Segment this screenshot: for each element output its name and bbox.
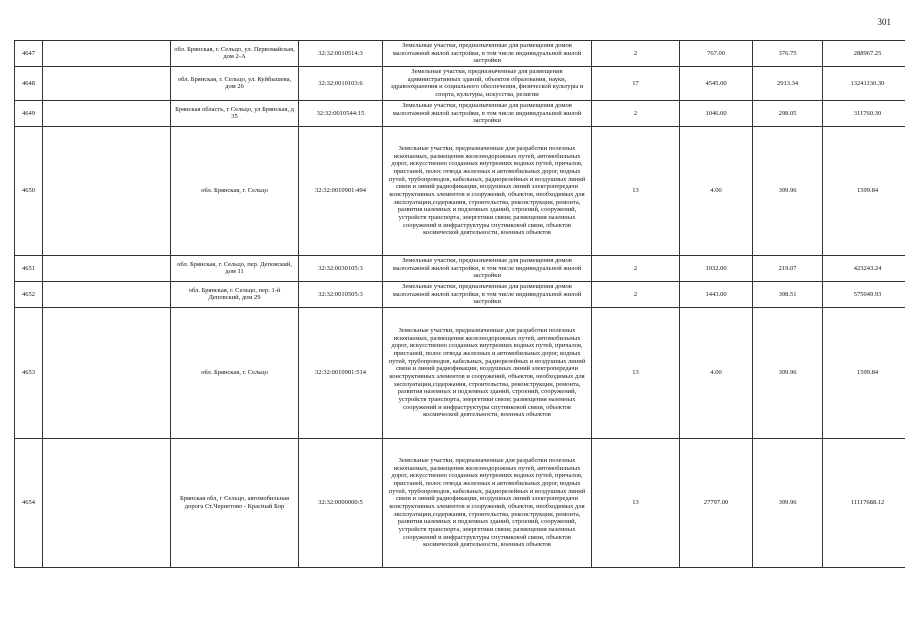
land-use-description-cell: Земельные участки, предназначенные для размещения домов малоэтажной жилой застройки, в том числе индивидуальной жилой застройки — [383, 255, 592, 281]
category-code-cell: 13 — [592, 307, 680, 438]
page-number: 301 — [877, 17, 891, 27]
land-use-description-cell: Земельные участки, предназначенные для размещения домов малоэтажной жилой застройки, в том числе индивидуальной жилой застройки — [383, 41, 592, 67]
address-cell: Брянская область, г Сельцо, ул Брянская, д 35 — [171, 100, 299, 126]
row-number: 4652 — [15, 281, 43, 307]
unit-price-cell: 399.96 — [753, 438, 823, 567]
cadastral-value-cell: 575049.93 — [823, 281, 905, 307]
category-code-cell: 2 — [592, 255, 680, 281]
cadastral-number-cell: 32:32:0010901:514 — [299, 307, 383, 438]
address-cell: обл. Брянская, г. Сельцо, пер. 1-й Деповский, дом 29 — [171, 281, 299, 307]
row-number: 4647 — [15, 41, 43, 67]
land-use-description-cell: Земельные участки, предназначенные для разработки полезных ископаемых, размещения железнодорожных путей, автомобильных дорог, искусственно созданных внутренних водных путей, причалов, пристаней, полос отвода железных и автомобильных дорог, водных путей, трубопроводов, кабельных, радиорелейных и воздушных линий связи и линий радиофикации, воздушных линий электропередачи конструктивных элементов и сооружений, объектов, необходимых для эксплуатации,содержания, строительства, реконструкции, ремонта, развития наземных и подземных зданий, строений, сооружений, устройств транспорта, энергетики связи; размещения наземных сооружений и инфраструктуры спутниковой связи, объектов космической деятельности, военных объектов — [383, 438, 592, 567]
cadastral-value-cell: 423243.24 — [823, 255, 905, 281]
category-code-cell: 13 — [592, 438, 680, 567]
empty-cell — [43, 255, 171, 281]
unit-price-cell: 219.07 — [753, 255, 823, 281]
table-row — [15, 307, 905, 438]
table-row — [15, 281, 905, 307]
unit-price-cell: 399.96 — [753, 126, 823, 255]
cadastral-value-cell: 311760.30 — [823, 100, 905, 126]
empty-cell — [43, 281, 171, 307]
unit-price-cell: 2913.34 — [753, 66, 823, 100]
address-cell: обл. Брянская, г. Сельцо, пер. Деповский, дом 11 — [171, 255, 299, 281]
category-code-cell: 2 — [592, 281, 680, 307]
cadastral-value-cell: 288967.25 — [823, 41, 905, 67]
cadastral-number-cell: 32:32:0010505:3 — [299, 281, 383, 307]
cadastral-number-cell: 32:32:0010514:3 — [299, 41, 383, 67]
cadastral-value-cell: 11117688.12 — [823, 438, 905, 567]
unit-price-cell: 298.05 — [753, 100, 823, 126]
cadastral-number-cell: 32:32:0030105:3 — [299, 255, 383, 281]
table-row — [15, 438, 905, 567]
area-cell: 27797.00 — [680, 438, 753, 567]
land-use-description-cell: Земельные участки, предназначенные для разработки полезных ископаемых, размещения железнодорожных путей, автомобильных дорог, искусственно созданных внутренних водных путей, причалов, пристаней, полос отвода железных и автомобильных дорог, водных путей, трубопроводов, кабельных, радиорелейных и воздушных линий связи и линий радиофикации, воздушных линий электропередачи конструктивных элементов и сооружений, объектов, необходимых для эксплуатации,содержания, строительства, реконструкции, ремонта, развития наземных и подземных зданий, строений, сооружений, устройств транспорта, энергетики связи; размещения наземных сооружений и инфраструктуры спутниковой связи, объектов космической деятельности, военных объектов — [383, 126, 592, 255]
area-cell: 4.00 — [680, 126, 753, 255]
land-use-description-cell: Земельные участки, предназначенные для размещения домов малоэтажной жилой застройки, в том числе индивидуальной жилой застройки — [383, 281, 592, 307]
category-code-cell: 17 — [592, 66, 680, 100]
cadastral-value-table — [14, 40, 905, 568]
cadastral-value-cell: 1599.84 — [823, 126, 905, 255]
cadastral-number-cell: 32:32:0010103:6 — [299, 66, 383, 100]
cadastral-value-cell: 13241130.30 — [823, 66, 905, 100]
area-cell: 1932.00 — [680, 255, 753, 281]
row-number: 4651 — [15, 255, 43, 281]
address-cell: обл. Брянская, г. Сельцо, ул. Первомайская, дом 2-А — [171, 41, 299, 67]
row-number: 4654 — [15, 438, 43, 567]
address-cell: обл. Брянская, г. Сельцо, ул. Куйбышева, дом 26 — [171, 66, 299, 100]
cadastral-number-cell: 32:32:0000000:5 — [299, 438, 383, 567]
table-row — [15, 126, 905, 255]
area-cell: 1443.00 — [680, 281, 753, 307]
land-use-description-cell: Земельные участки, предназначенные для размещения административных зданий, объектов образования, науки, здравоохранения и социального обеспечения, физической культуры и спорта, культуры, искусства, религии — [383, 66, 592, 100]
cadastral-number-cell: 32:32:0010544:15 — [299, 100, 383, 126]
area-cell: 4545.00 — [680, 66, 753, 100]
address-cell: обл. Брянская, г. Сельцо — [171, 126, 299, 255]
address-cell: обл. Брянская, г. Сельцо — [171, 307, 299, 438]
category-code-cell: 2 — [592, 41, 680, 67]
table-row — [15, 66, 905, 100]
unit-price-cell: 376.75 — [753, 41, 823, 67]
address-cell: Брянская обл, г Сельцо, автомобильная дорога Ст.Чернетово - Красный Бор — [171, 438, 299, 567]
empty-cell — [43, 307, 171, 438]
area-cell: 1046.00 — [680, 100, 753, 126]
cadastral-number-cell: 32:32:0010901:494 — [299, 126, 383, 255]
unit-price-cell: 399.96 — [753, 307, 823, 438]
land-use-description-cell: Земельные участки, предназначенные для размещения домов малоэтажной жилой застройки, в том числе индивидуальной жилой застройки — [383, 100, 592, 126]
area-cell: 767.00 — [680, 41, 753, 67]
row-number: 4653 — [15, 307, 43, 438]
row-number: 4650 — [15, 126, 43, 255]
table-row — [15, 255, 905, 281]
category-code-cell: 13 — [592, 126, 680, 255]
row-number: 4648 — [15, 66, 43, 100]
empty-cell — [43, 41, 171, 67]
row-number: 4649 — [15, 100, 43, 126]
land-use-description-cell: Земельные участки, предназначенные для разработки полезных ископаемых, размещения железнодорожных путей, автомобильных дорог, искусственно созданных внутренних водных путей, причалов, пристаней, полос отвода железных и автомобильных дорог, водных путей, трубопроводов, кабельных, радиорелейных и воздушных линий связи и линий радиофикации, воздушных линий электропередачи конструктивных элементов и сооружений, объектов, необходимых для эксплуатации,содержания, строительства, реконструкции, ремонта, развития наземных и подземных зданий, строений, сооружений, устройств транспорта, энергетики связи; размещения наземных сооружений и инфраструктуры спутниковой связи, объектов космической деятельности, военных объектов — [383, 307, 592, 438]
empty-cell — [43, 66, 171, 100]
table-row — [15, 41, 905, 67]
area-cell: 4.00 — [680, 307, 753, 438]
cadastral-value-cell: 1599.84 — [823, 307, 905, 438]
table-row — [15, 100, 905, 126]
empty-cell — [43, 126, 171, 255]
empty-cell — [43, 438, 171, 567]
category-code-cell: 2 — [592, 100, 680, 126]
empty-cell — [43, 100, 171, 126]
unit-price-cell: 398.51 — [753, 281, 823, 307]
